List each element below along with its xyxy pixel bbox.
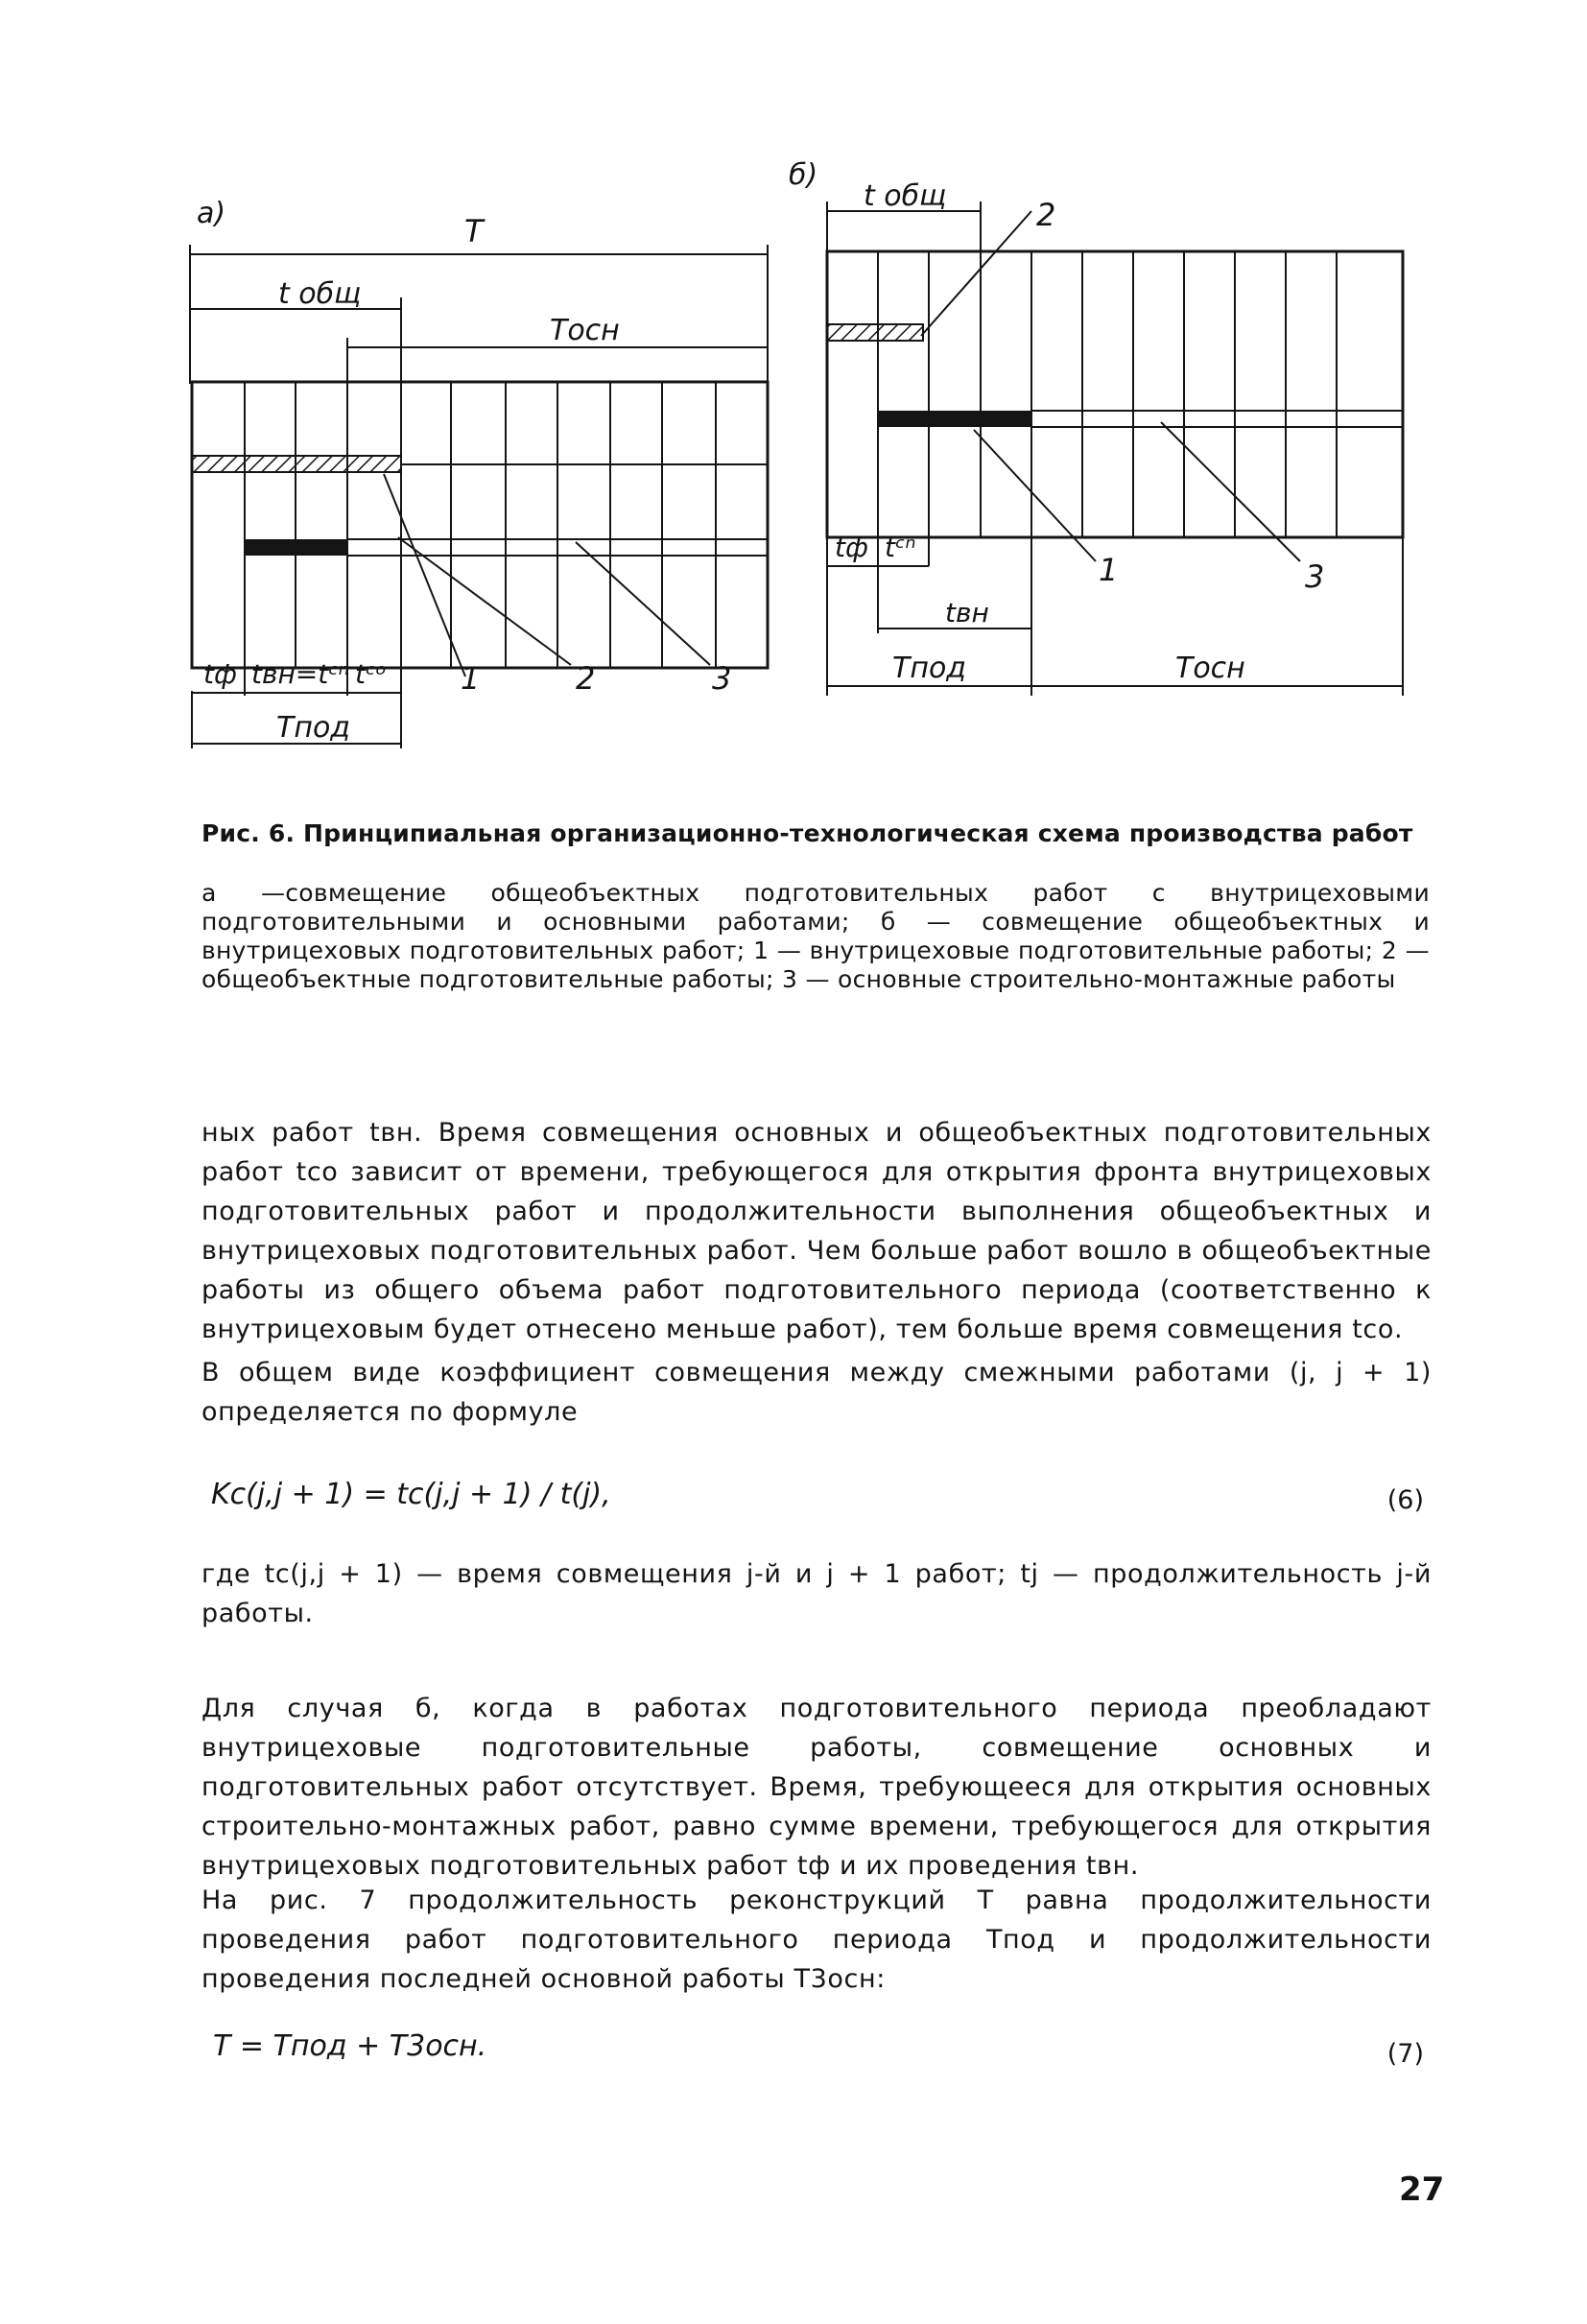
dim-b-t-c-n: tᶜⁿ bbox=[885, 532, 916, 563]
formula-6: Kс(j,j + 1) = tс(j,j + 1) / t(j), bbox=[211, 1478, 611, 1511]
formula-6-number: (6) bbox=[1386, 1485, 1424, 1515]
paragraph-5: На рис. 7 продолжительность реконструкций T равна продолжительности проведения работ подготовительного периода Tпод и продолжительности проведения последней основной работы T3осн: bbox=[201, 1885, 1432, 1994]
dim-a-t-vn-eq: tвн=tᶜⁿ bbox=[251, 658, 349, 690]
figure-6 bbox=[0, 0, 1587, 787]
callout-a-2: 2 bbox=[576, 660, 596, 697]
callout-b-1: 1 bbox=[1099, 552, 1119, 588]
dim-a-T: T bbox=[464, 213, 484, 249]
formula-7-number: (7) bbox=[1386, 2039, 1424, 2069]
dim-a-t-c-o: tᶜᵒ bbox=[355, 658, 387, 690]
callout-b-2: 2 bbox=[1036, 197, 1056, 233]
page-number: 27 bbox=[1399, 2170, 1445, 2209]
dim-b-t-vn: tвн bbox=[945, 597, 989, 628]
dim-b-t-obsh: t общ bbox=[864, 179, 947, 213]
panel-a-label: а) bbox=[197, 197, 226, 230]
callout-a-3: 3 bbox=[712, 660, 732, 697]
dim-a-t-obsh: t общ bbox=[278, 277, 362, 311]
formula-7: T = Tпод + T3осн. bbox=[213, 2029, 487, 2063]
paragraph-2: В общем виде коэффициент совмещения между смежными работами (j, j + 1) определяется по формуле bbox=[201, 1358, 1432, 1427]
dim-a-T-pod: Tпод bbox=[276, 711, 351, 745]
paragraph-3: где tс(j,j + 1) — время совмещения j-й и j + 1 работ; tj — продолжительность j-й работы. bbox=[201, 1559, 1432, 1628]
dim-b-T-osn: Tосн bbox=[1175, 652, 1245, 685]
panel-a bbox=[190, 197, 768, 748]
dim-a-t-f: tф bbox=[203, 658, 237, 690]
panel-b-label: б) bbox=[789, 158, 818, 192]
paragraph-1: ных работ tвн. Время совмещения основных и общеобъектных подготовительных работ tсо зависит от времени, требующегося для открытия фронта внутрицеховых подготовительных работ и продолжительности выполнения общеобъектных и внутрицеховых подготовительных работ. Чем больше работ вошло в общеобъектные работы из общего объема работ подготовительного периода (соответственно к внутрицеховым будет отнесено меньше работ), тем больше время совмещения tсо. bbox=[201, 1118, 1432, 1344]
dim-b-t-f: tф bbox=[835, 532, 868, 563]
dim-b-T-pod: Tпод bbox=[892, 652, 967, 685]
figure-caption-title: Рис. 6. Принципиальная организационно-технологическая схема производства работ bbox=[201, 819, 1413, 847]
callout-b-3: 3 bbox=[1305, 558, 1325, 595]
figure-caption-text: а —совмещение общеобъектных подготовительных работ с внутрицеховыми подготовительными и основными работами; б — совмещение общеобъектных и внутрицеховых подготовительных работ; 1 — внутрицеховые подготовительные работы; 2 — общеобъектные подготовительные работы; 3 — основные строительно-монтажные работы bbox=[201, 879, 1430, 993]
paragraph-4: Для случая б, когда в работах подготовительного периода преобладают внутрицеховые подготовительные работы, совмещение основных и подготовительных работ отсутствует. Время, требующееся для открытия основных строительно-монтажных работ, равно сумме времени, требующегося для открытия внутрицеховых подготовительных работ tф и их проведения tвн. bbox=[201, 1694, 1432, 1881]
panel-b bbox=[789, 158, 1403, 696]
dim-a-T-osn: Tосн bbox=[550, 314, 620, 347]
callout-a-1: 1 bbox=[461, 660, 481, 697]
